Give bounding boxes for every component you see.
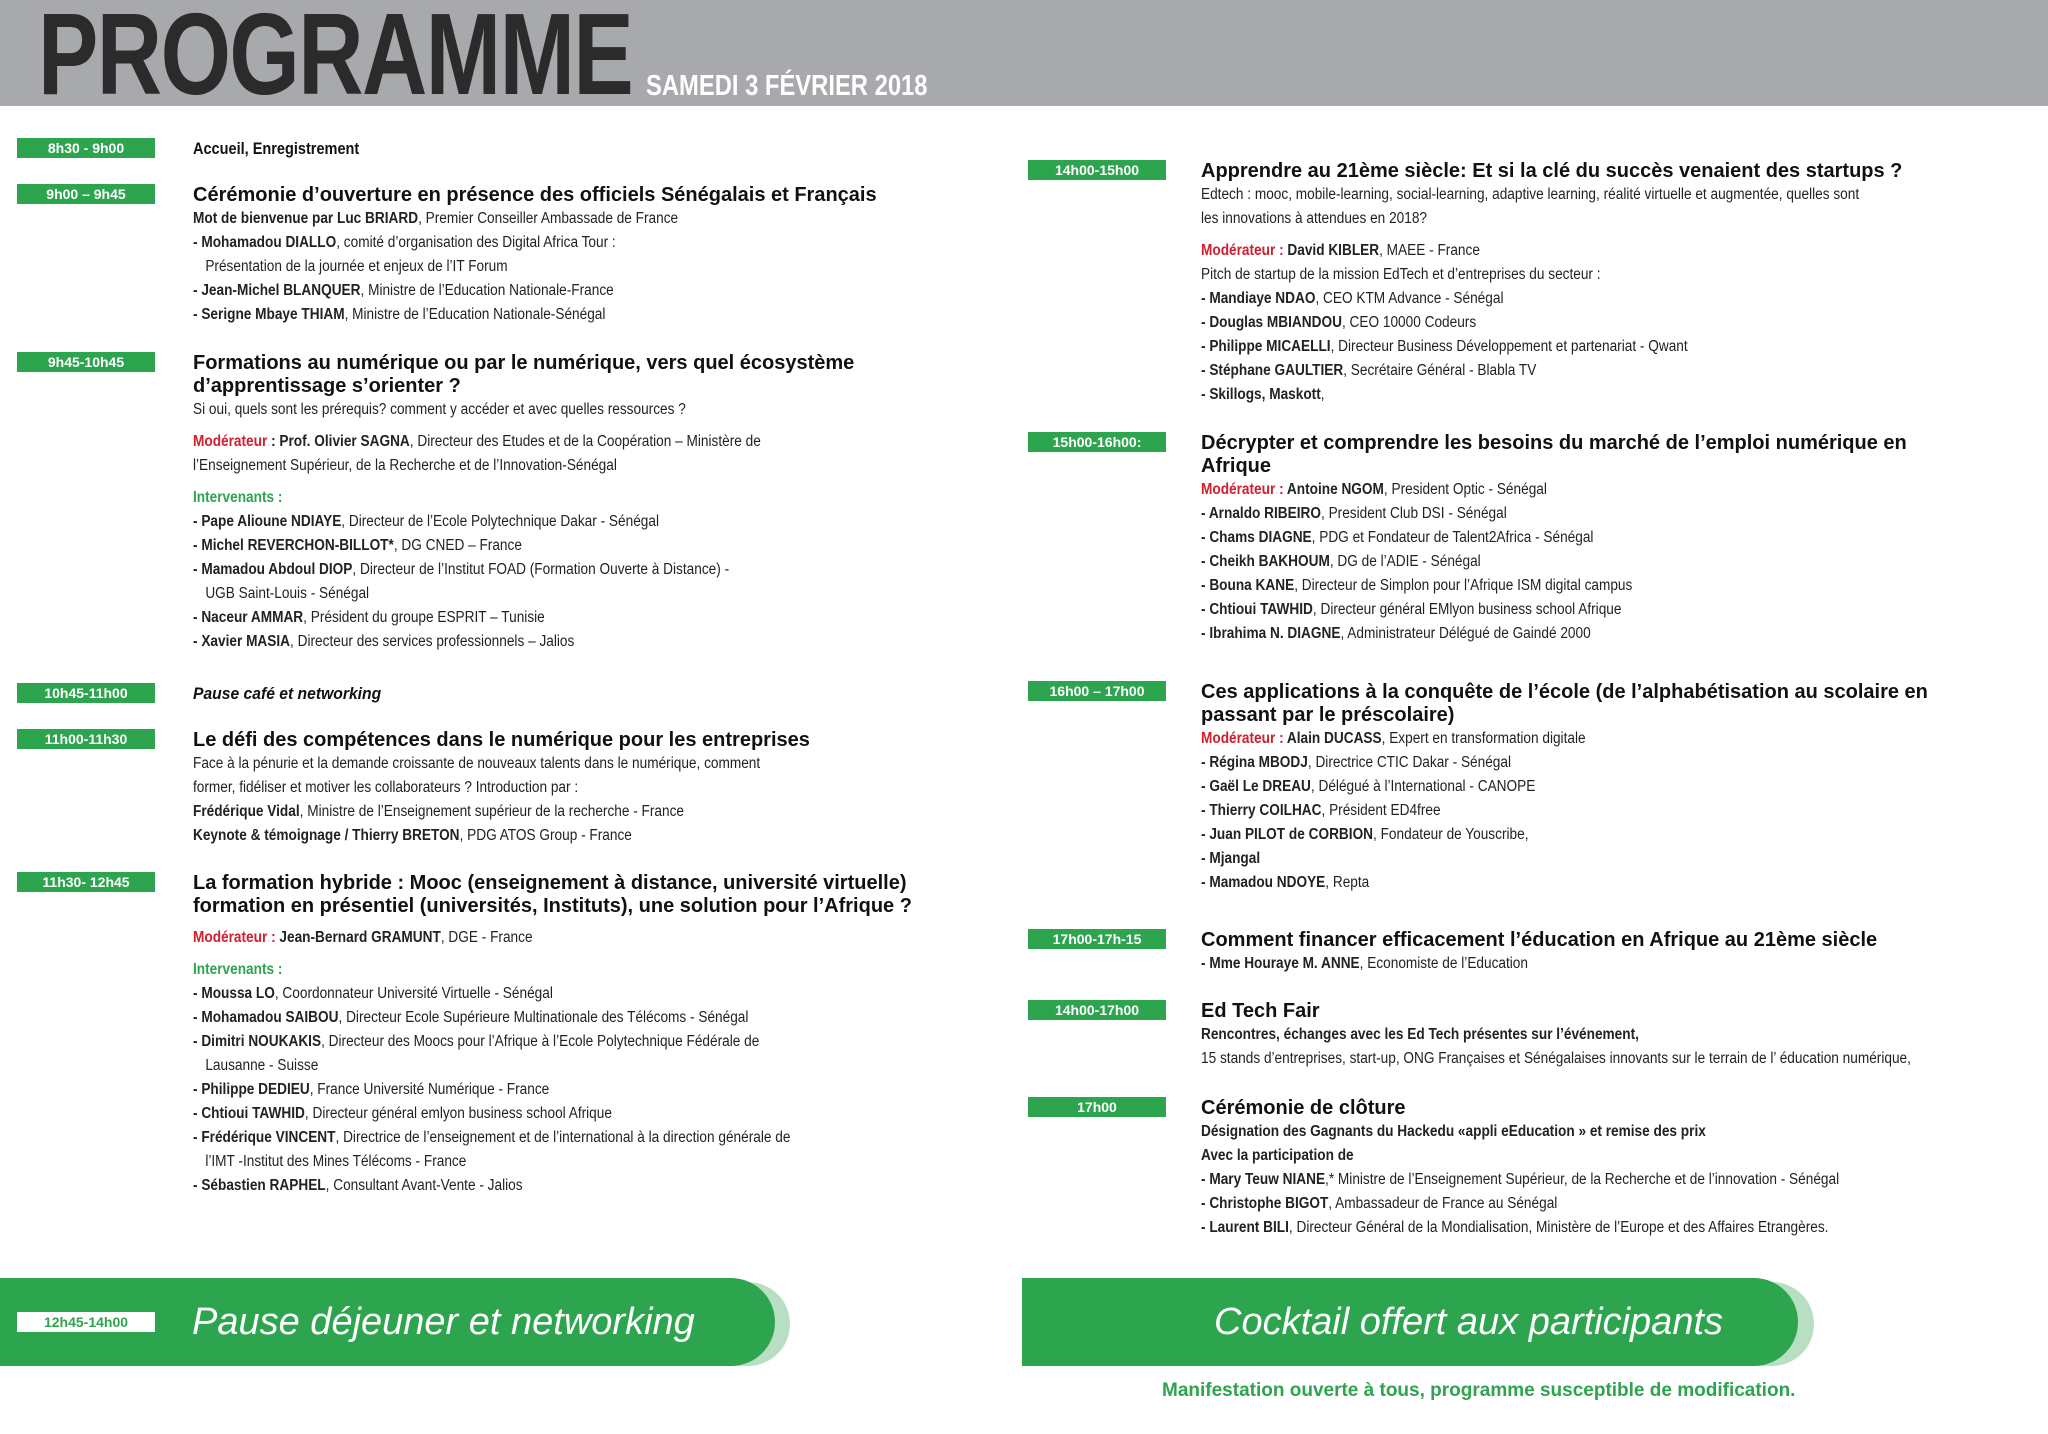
session-title: Pause café et networking xyxy=(193,685,382,703)
session-title: Cérémonie de clôture xyxy=(1201,1097,1406,1119)
time-badge: 12h45-14h00 xyxy=(17,1312,155,1332)
event-date: SAMEDI 3 FÉVRIER 2018 xyxy=(646,70,928,102)
time-badge: 8h30 - 9h00 xyxy=(17,138,155,158)
session-title: Ed Tech Fair xyxy=(1201,1000,1320,1022)
banner-text: Pause déjeuner et networking xyxy=(192,1301,695,1343)
time-badge: 14h00-15h00 xyxy=(1028,160,1166,180)
banner-lunch xyxy=(0,1278,800,1366)
session-title: Comment financer efficacement l’éducation en Afrique au 21ème siècle xyxy=(1201,929,1878,951)
time-badge: 16h00 – 17h00 xyxy=(1028,681,1166,701)
session-title: Le défi des compétences dans le numérique pour les entreprises xyxy=(193,729,810,751)
session-title: Formations au numérique ou par le numérique, vers quel écosystème d’apprentissage s’orienter ? xyxy=(193,352,855,397)
banner-text: Cocktail offert aux participants xyxy=(1214,1301,1724,1343)
page-title: PROGRAMME xyxy=(38,0,633,119)
time-badge: 17h00 xyxy=(1028,1097,1166,1117)
session-title: Accueil, Enregistrement xyxy=(193,140,360,158)
time-badge: 9h00 – 9h45 xyxy=(17,184,155,204)
session-title: Cérémonie d’ouverture en présence des officiels Sénégalais et Français xyxy=(193,184,877,206)
time-badge: 17h00-17h-15 xyxy=(1028,929,1166,949)
session-title: La formation hybride : Mooc (enseignement à distance, université virtuelle) formation en présentiel (universités, Instituts), une solution pour l’Afrique ? xyxy=(193,872,912,917)
banner-cocktail xyxy=(1022,1278,1822,1366)
time-badge: 14h00-17h00 xyxy=(1028,1000,1166,1020)
session-title: Apprendre au 21ème siècle: Et si la clé du succès venaient des startups ? xyxy=(1201,160,1903,182)
time-badge: 11h30- 12h45 xyxy=(17,872,155,892)
session-title: Ces applications à la conquête de l’école (de l’alphabétisation au scolaire en passant par le préscolaire) xyxy=(1201,681,1928,726)
time-badge: 9h45-10h45 xyxy=(17,352,155,372)
footnote: Manifestation ouverte à tous, programme susceptible de modification. xyxy=(1162,1380,1796,1401)
page-header xyxy=(0,0,2048,119)
time-badge: 10h45-11h00 xyxy=(17,683,155,703)
session-title: Décrypter et comprendre les besoins du marché de l’emploi numérique en Afrique xyxy=(1201,432,1907,477)
time-badge: 11h00-11h30 xyxy=(17,729,155,749)
time-badge: 15h00-16h00: xyxy=(1028,432,1166,452)
